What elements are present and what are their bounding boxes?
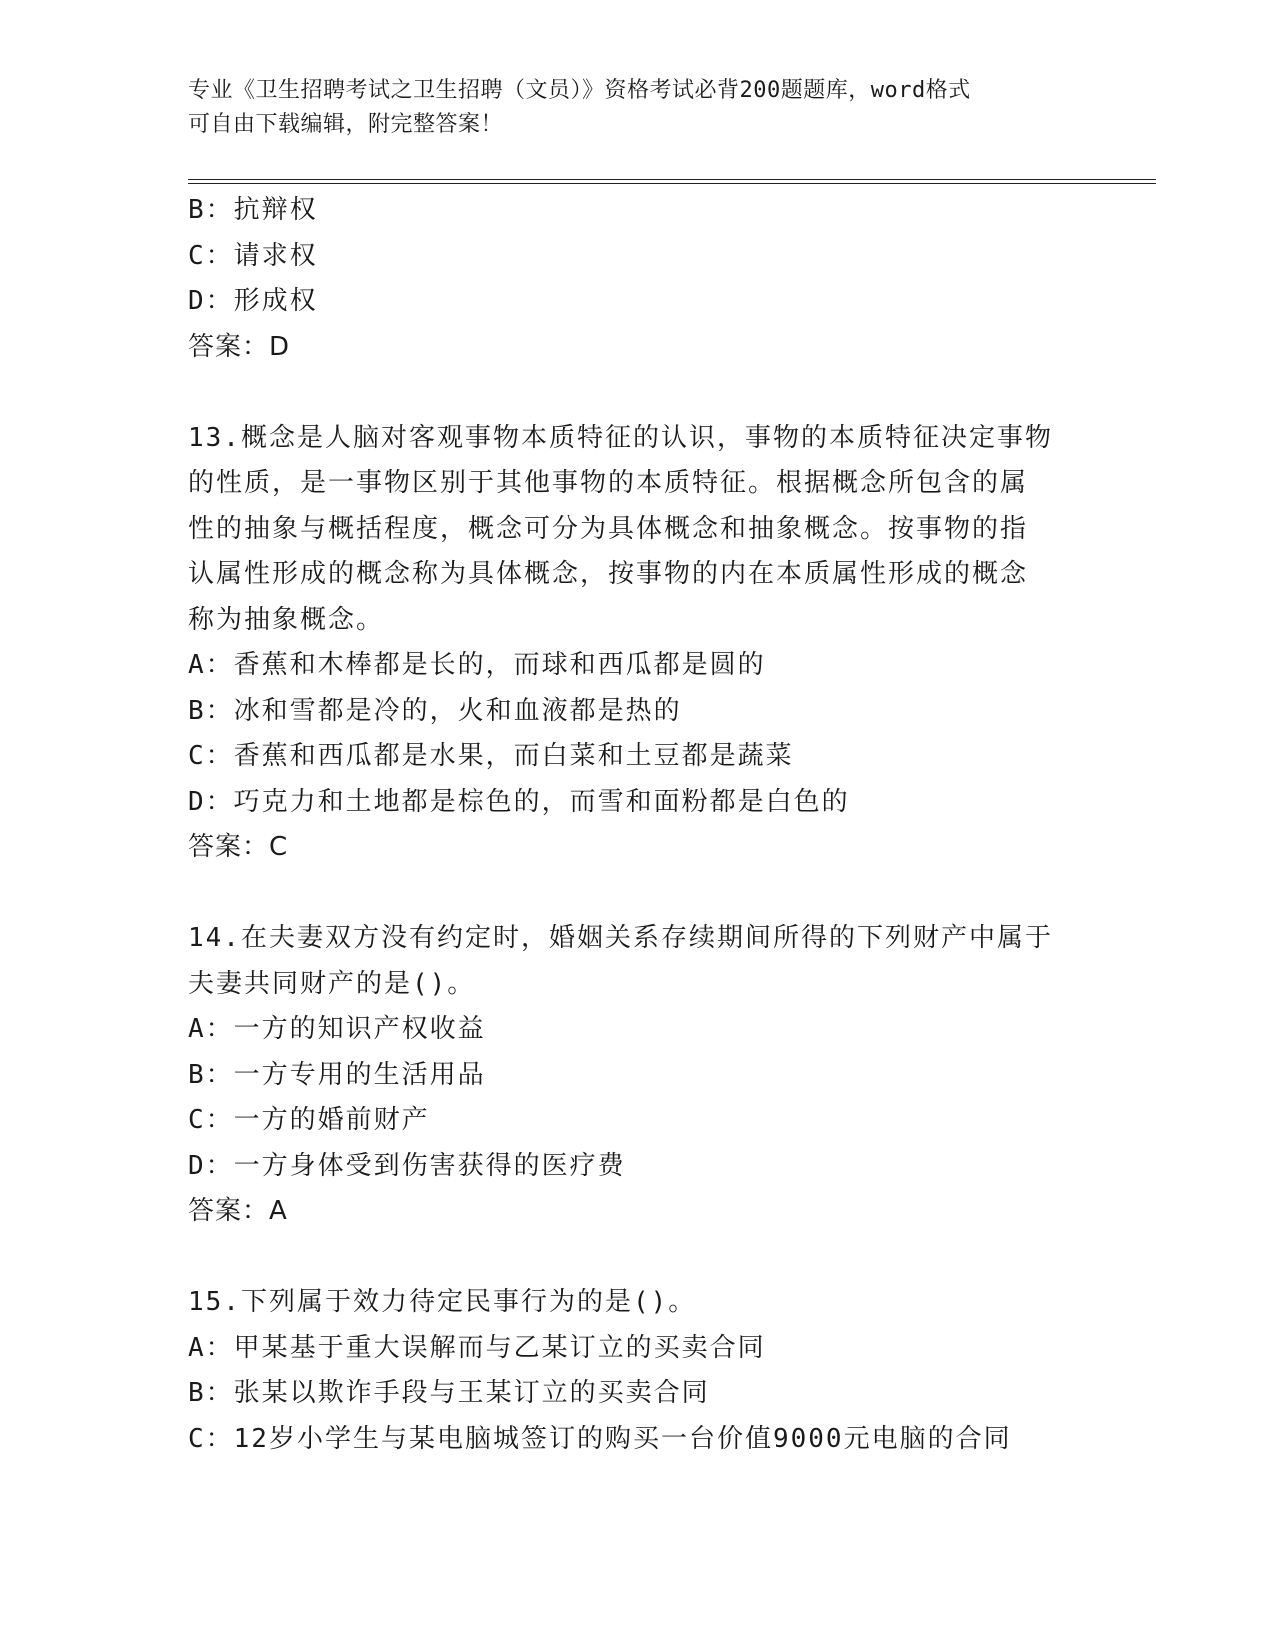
question-13 — [188, 416, 1088, 871]
answer: 答案：D — [188, 331, 291, 362]
option-a: A：一方的知识产权收益 — [188, 1014, 486, 1044]
document-body — [188, 188, 1088, 1462]
option-c: C：12岁小学生与某电脑城签订的购买一台价值9000元电脑的合同 — [188, 1423, 1012, 1454]
option-b: B：冰和雪都是冷的，火和血液都是热的 — [188, 695, 682, 726]
question-15 — [188, 1280, 1088, 1462]
header-line-1: 专业《卫生招聘考试之卫生招聘（文员）》资格考试必背200题题库，word格式 — [188, 78, 971, 103]
question-stem-line: 称为抽象概念。 — [188, 604, 385, 635]
answer: 答案：A — [188, 1196, 288, 1226]
option-d: D：一方身体受到伤害获得的医疗费 — [188, 1150, 626, 1181]
option-a: A：甲某基于重大误解而与乙某订立的买卖合同 — [188, 1332, 766, 1363]
option-a: A：香蕉和木棒都是长的，而球和西瓜都是圆的 — [188, 650, 766, 680]
header-line-2: 可自由下载编辑，附完整答案！ — [188, 112, 504, 137]
option-c: C：请求权 — [188, 240, 318, 271]
option-c: C：一方的婚前财产 — [188, 1105, 430, 1135]
question-12 — [188, 188, 1088, 370]
option-b: B：张某以欺诈手段与王某订立的买卖合同 — [188, 1378, 710, 1408]
header-divider — [188, 179, 1156, 184]
option-b: B：抗辩权 — [188, 195, 318, 225]
question-stem-line: 的性质，是一事物区别于其他事物的本质特征。根据概念所包含的属 — [188, 468, 1029, 498]
option-c: C：香蕉和西瓜都是水果，而白菜和土豆都是蔬菜 — [188, 741, 794, 771]
question-stem-line: 15.下列属于效力待定民事行为的是()。 — [188, 1287, 697, 1317]
question-stem-line: 认属性形成的概念称为具体概念，按事物的内在本质属性形成的概念 — [188, 559, 1029, 589]
option-d: D：形成权 — [188, 286, 318, 316]
spacer — [188, 370, 1088, 416]
question-stem-line: 14.在夫妻双方没有约定时，婚姻关系存续期间所得的下列财产中属于 — [188, 923, 1053, 953]
spacer — [188, 871, 1088, 917]
question-stem-line: 性的抽象与概括程度，概念可分为具体概念和抽象概念。按事物的指 — [188, 513, 1029, 544]
option-d: D：巧克力和土地都是棕色的，而雪和面粉都是白色的 — [188, 786, 850, 817]
option-b: B：一方专用的生活用品 — [188, 1059, 486, 1090]
spacer — [188, 1235, 1088, 1281]
question-stem-line: 夫妻共同财产的是()。 — [188, 968, 476, 999]
page-header — [188, 74, 1088, 142]
question-14 — [188, 916, 1088, 1235]
answer: 答案：C — [188, 832, 289, 862]
question-stem-line: 13.概念是人脑对客观事物本质特征的认识，事物的本质特征决定事物 — [188, 422, 1053, 453]
